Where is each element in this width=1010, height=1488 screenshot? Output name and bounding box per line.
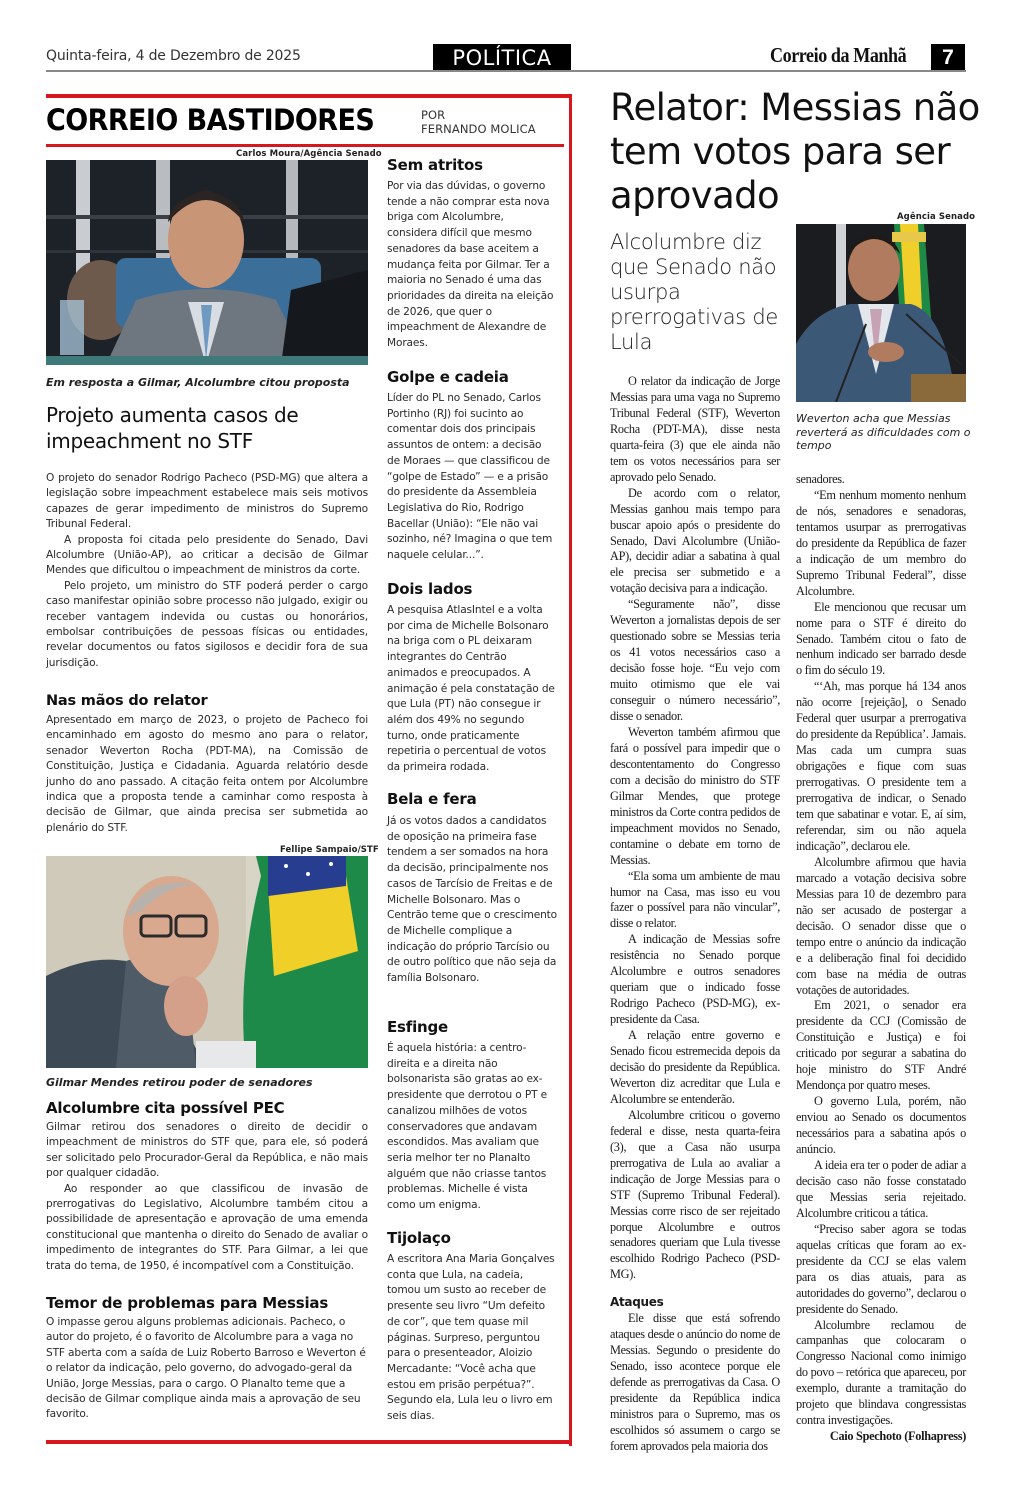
article-paragraph: O relator da indicação de Jorge Messias para uma vaga no Supremo Tribunal Federal (STF), Weverton Rocha (PDT-MA), disse nesta quarta-feira (3) que ele ainda não tem os votos necessários para ser aprovado pelo Senado.: [610, 374, 780, 484]
senator-speaking-image: [796, 224, 966, 402]
column-box-bottom-border: [46, 1440, 572, 1444]
subheading-temor: Temor de problemas para Messias: [46, 1294, 329, 1312]
lead-body: [46, 471, 368, 671]
senator-portrait-image: [46, 160, 368, 365]
note-heading: Sem atritos: [387, 156, 483, 174]
column-byline: [421, 108, 536, 136]
photo-caption: Gilmar Mendes retirou poder de senadores: [46, 1076, 313, 1089]
article-paragraph: Alcolumbre reclamou de campanhas que colocaram o Congresso Nacional como inimigo do povo – retórica que apareceu, por exemplo, durante a tramitação do projeto que blindava congressistas contra investigações.: [796, 1317, 966, 1428]
article-headline: Relator: Messias não tem votos para ser aprovado: [610, 86, 980, 217]
note-heading: Esfinge: [387, 1018, 449, 1036]
article-paragraph: “Preciso saber agora se todas aquelas críticas que foram ao ex-presidente da CCJ se elas valem para os dias atuais, para as autoridades do governo”, declarou o presidente do Senado.: [796, 1221, 966, 1316]
article-paragraph: Ele mencionou que recusar um nome para o STF é direito do Senado. Também citou o fato de nenhum indicado ser barrado desde o fim do século 19.: [796, 599, 966, 678]
photo-caption: Weverton acha que Messias reverterá as dificuldades com o tempo: [796, 412, 971, 452]
minister-portrait-image: [46, 856, 368, 1068]
article-paragraph: Alcolumbre afirmou que havia marcado a votação decisiva sobre Messias para 10 de dezembro para não ser acusado de postergar a decisão. O senador disse que o tempo entre o anúncio da indicação e a deliberação final foi decidido com base na média de outras votações de autoridades.: [796, 854, 966, 997]
lead-paragraph: A proposta foi citada pelo presidente do Senado, Davi Alcolumbre (União-AP), ao criticar a decisão de Gilmar Mendes que dificultou o impeachment de ministros da corte.: [46, 533, 368, 577]
photo-credit: Carlos Moura/Agência Senado: [236, 149, 382, 159]
page-number: 7: [931, 44, 965, 71]
section-label: POLÍTICA: [433, 44, 571, 72]
note-body: Já os votos dados a candidatos de oposição na primeira fase tendem a ser somados na hora da decisão, principalmente nos casos de Tarcísio de Freitas e de Michelle Bolsonaro. Mas o Centrão teme que o crescimento de Michelle complique a indicação do próprio Tarcísio ou de outro político que não seja da família Bolsonaro.: [387, 815, 557, 985]
photo-credit: Fellipe Sampaio/STF: [280, 845, 379, 855]
lead-paragraph: O projeto do senador Rodrigo Pacheco (PSD-MG) que altera a legislação sobre impeachment estabelece mais seis motivos capazes de gerar impedimento de ministros do Supremo Tribunal Federal.: [46, 472, 368, 531]
newspaper-masthead: Correio da Manhã: [770, 43, 907, 67]
article-paragraph: De acordo com o relator, Messias ganhou mais tempo para buscar apoio após o presidente do Senado, Davi Alcolumbre (União-AP), decidir adiar a sabatina à qual ele precisa ser submetido e a votação decisiva para a indicação.: [610, 485, 780, 596]
temor-body: [46, 1315, 368, 1423]
article-column-2: [796, 472, 966, 1445]
column-title-rule: [46, 144, 564, 147]
subheading-pec: Alcolumbre cita possível PEC: [46, 1099, 285, 1117]
lead-paragraph: Pelo projeto, um ministro do STF poderá perder o cargo caso manifestar opinião sobre processo não julgado, exigir ou receber vantagem indevida ou custas ou honorários, embolsar contribuições de pessoas físicas ou entidades, revelar documentos ou fatos sigilosos e decidir fora de sua jurisdição.: [46, 579, 368, 669]
note-heading: Bela e fera: [387, 790, 477, 808]
header-divider: [46, 70, 966, 72]
lead-headline: Projeto aumenta casos de impeachment no STF: [46, 403, 299, 453]
article-paragraph: Alcolumbre criticou o governo federal e disse, nesta quarta-feira (3), que a Casa não usurpa prerrogativa de Lula ao avaliar a indicação de Jorge Messias para o STF (Supremo Tribunal Federal). Messias corre risco de ser rejeitado porque Alcolumbre e outros senadores queriam que Lula tivesse escolhido Rodrigo Pacheco (PSD-MG).: [610, 1107, 780, 1282]
pec-body: [46, 1120, 368, 1274]
article-paragraph: senadores.: [796, 472, 845, 486]
photo-credit: Agência Senado: [897, 212, 976, 222]
byline-prefix: POR: [421, 108, 446, 122]
edition-date: Quinta-feira, 4 de Dezembro de 2025: [46, 48, 301, 64]
note-heading: Golpe e cadeia: [387, 368, 509, 386]
note-heading: Tijolaço: [387, 1229, 451, 1247]
note-heading: Dois lados: [387, 580, 473, 598]
note-body: Líder do PL no Senado, Carlos Portinho (RJ) foi sucinto ao comentar dois dos principais assuntos de ontem: a decisão de Moraes — que classificou de “golpe de Estado” — e a prisão do presidente da Assembleia Legislativa do Rio, Rodrigo Bacellar (União): “Ele não vai sozinho, né? Imagina o que tem naquele celular...”.: [387, 392, 553, 562]
article-paragraph: “‘Ah, mas porque há 134 anos não ocorre [rejeição], o Senado Federal quer usurpar a prerrogativa do presidente da República’. Jamais. Mas cada um cumpra suas obrigações e fique com suas prerrogativas. O presidente tem a prerrogativa de indicar, o Senado tem que sabatinar e votar. E, aí sim, referendar, sim ou não aquela indicação”, declarou ele.: [796, 679, 966, 853]
article-column-1: [610, 374, 780, 1455]
note-body: A pesquisa AtlasIntel e a volta por cima de Michelle Bolsonaro na briga com o PL deixaram integrantes do Centrão animados e preocupados. A animação é pela constatação de que Lula (PT) não consegue ir além dos 49% no segundo turno, onde praticamente repetiria o percentual de votos da primeira rodada.: [387, 604, 555, 774]
photo-alcolumbre: [46, 160, 368, 365]
article-deck: Alcolumbre diz que Senado não usurpa prerrogativas de Lula: [610, 230, 778, 354]
subheading-relator: Nas mãos do relator: [46, 693, 208, 709]
article-paragraph: Weverton também afirmou que fará o possível para impedir que o descontentamento do Congresso com a decisão do ministro do STF Gilmar Mendes, que protege ministros da Corte contra pedidos de impeachment movidos no Senado, contamine o debate em torno de Messias.: [610, 724, 780, 867]
article-paragraph: O governo Lula, porém, não enviou ao Senado os documentos necessários para a sabatina após o anúncio.: [796, 1094, 966, 1157]
temor-paragraph: O impasse gerou alguns problemas adicionais. Pacheco, o autor do projeto, é o favorito de Alcolumbre para a vaga no STF aberta com a saída de Luiz Roberto Barroso e Weverton é o relator da indicação, pelo governo, do advogado-geral da União, Jorge Messias, para o cargo. O Planalto teme que a decisão de Gilmar complique ainda mais a aprovação de seu favorito.: [46, 1316, 366, 1421]
note-body: A escritora Ana Maria Gonçalves conta que Lula, na cadeia, tomou um susto ao receber de presente seu livro “Um defeito de cor”, que tem quase mil páginas. Surpreso, perguntou para o presenteador, Aloizio Mercadante: “Você acha que estou em prisão perpétua?”. Segundo ela, Lula leu o livro em seis dias.: [387, 1253, 555, 1423]
relator-paragraph: Apresentado em março de 2023, o projeto de Pacheco foi encaminhado em agosto do mesmo ano para o relator, senador Weverton Rocha (PDT-MA), na Comissão de Constituição, Justiça e Cidadania. Aguarda relatório desde junho do ano passado. A citação feita ontem por Alcolumbre indica que a proposta tende a caminhar como resposta à decisão de Gilmar, que ainda precisa ser submetida ao plenário do STF.: [46, 714, 368, 834]
byline-author: FERNANDO MOLICA: [421, 122, 536, 136]
pec-paragraph: Gilmar retirou dos senadores o direito de decidir o impeachment de ministros do STF que, para ele, só poderá ser solicitado pelo Procurador-Geral da República, e não mais por qualquer cidadão.: [46, 1121, 368, 1180]
column-box-right-border: [569, 94, 572, 1446]
article-paragraph: A ideia era ter o poder de adiar a decisão caso não fosse constatado que Messias seria rejeitado. Alcolumbre criticou a tática.: [796, 1157, 966, 1220]
article-subheading: Ataques: [610, 1295, 664, 1310]
article-paragraph: “Em nenhum momento nenhum de nós, senadores e senadoras, tentamos usurpar as prerrogativas do presidente da República de fazer a indicação de um membro do Supremo Tribunal Federal”, disse Alcolumbre.: [796, 487, 966, 598]
article-paragraph: “Seguramente não”, disse Weverton a jornalistas depois de ser questionado sobre se Messias teria os 41 votos necessários caso a decisão fosse hoje. “Eu vejo com muito otimismo que ele vai conseguir o número necessário”, disse o senador.: [610, 597, 780, 724]
article-signature: Caio Spechoto (Folhapress): [829, 1429, 966, 1444]
column-box-top-border: [46, 94, 572, 98]
photo-gilmar: [46, 856, 368, 1068]
article-paragraph: A indicação de Messias sofre resistência no Senado porque Alcolumbre e outros senadores queriam que o indicado fosse Rodrigo Pacheco (PSD-MG), ex-presidente da Casa.: [610, 932, 780, 1027]
pec-paragraph: Ao responder ao que classificou de invasão de prerrogativas do Legislativo, Alcolumbre também citou a possibilidade de apresentação e aprovação de uma emenda constitucional que mantenha o direito do Senado de avaliar o impedimento de integrantes do STF. Para Gilmar, a lei que trata do tema, de 1950, é incompatível com a Constituição.: [46, 1182, 368, 1272]
column-title: CORREIO BASTIDORES: [46, 103, 375, 137]
photo-weverton: [796, 224, 966, 402]
article-paragraph: Ele disse que está sofrendo ataques desde o anúncio do nome de Messias. Segundo o presidente do Senado, isso acontece porque ele defende as prerrogativas da Casa. O presidente da República indica ministros para o Supremo, mas os escolhidos só assumem o cargo se forem aprovados pela maioria dos: [610, 1311, 780, 1453]
note-body: Por via das dúvidas, o governo tende a não comprar esta nova briga com Alcolumbre, considera difícil que mesmo senadores da base aceitem a mudança feita por Gilmar. Ter a maioria no Senado é uma das prioridades da direita na eleição de 2026, que quer o impeachment de Alexandre de Moraes.: [387, 180, 554, 350]
article-paragraph: Em 2021, o senador era presidente da CCJ (Comissão de Constituição e Justiça) e foi criticado por segurar a sabatina do hoje ministro do STF André Mendonça por quatro meses.: [796, 998, 966, 1093]
article-paragraph: “Ela soma um ambiente de mau humor na Casa, mas isso eu vou fazer o possível para não vincular”, disse o relator.: [610, 868, 780, 931]
photo-caption: Em resposta a Gilmar, Alcolumbre citou proposta: [46, 376, 350, 389]
article-paragraph: A relação entre governo e Senado ficou estremecida depois da decisão do presidente da República. Weverton diz acreditar que Lula e Alcolumbre se entenderão.: [610, 1028, 780, 1106]
relator-body: [46, 713, 368, 836]
note-body: É aquela história: a centro-direita e a direita não bolsonarista são gratas ao ex-presidente que derrotou o PT e canalizou milhões de votos conservadores que andavam escondidos. Mas avaliam que seria melhor ter no Planalto alguém que não criasse tantos problemas. Michelle é vista como um enigma.: [387, 1042, 547, 1212]
